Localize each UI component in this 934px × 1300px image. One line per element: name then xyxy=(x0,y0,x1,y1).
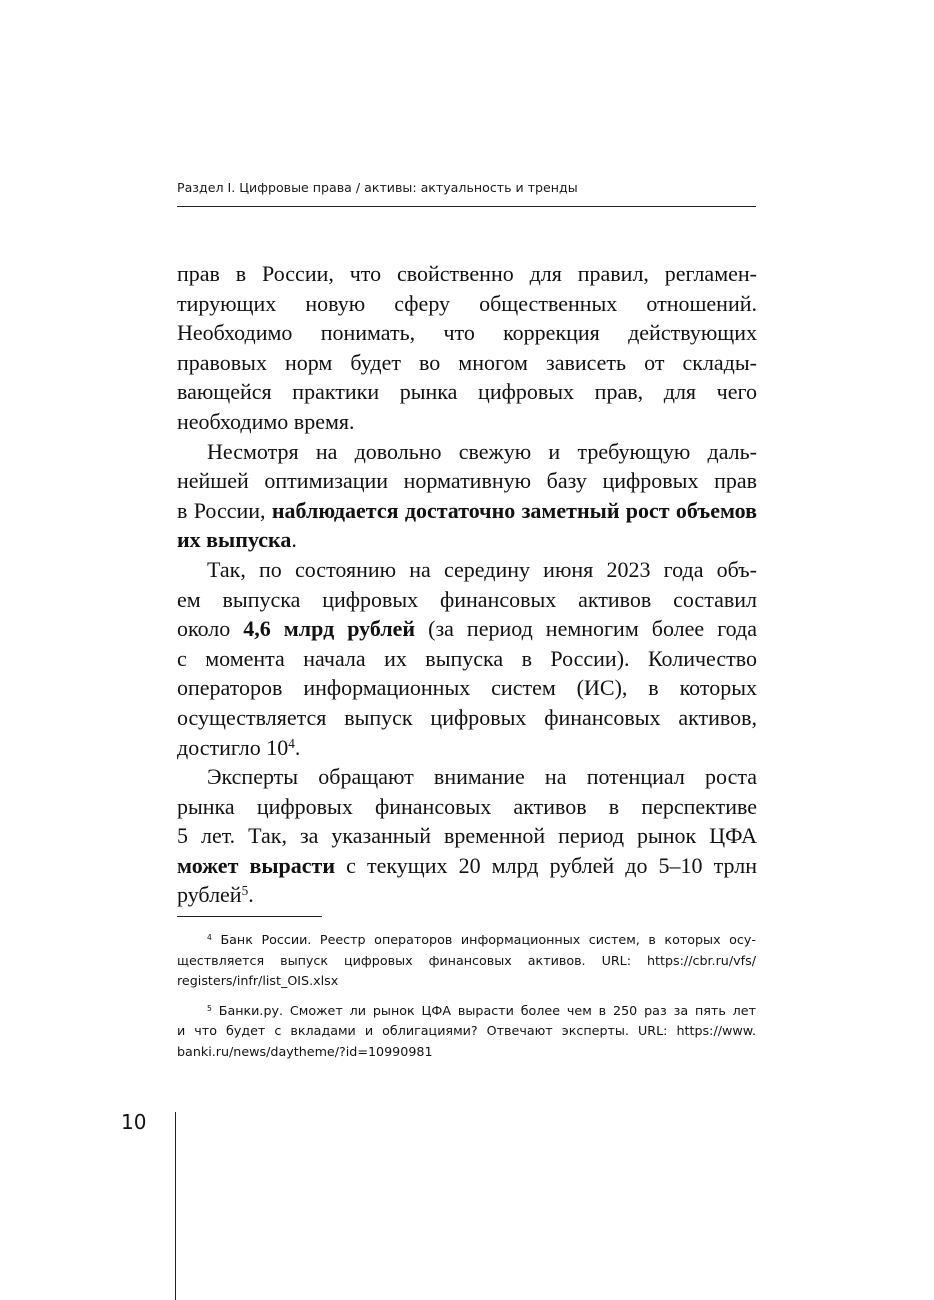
text-line: рынка цифровых финансовых активов в перспективе xyxy=(177,793,757,819)
text-line: Несмотря на довольно свежую и требующую даль- xyxy=(207,438,757,464)
running-head-rule xyxy=(177,206,756,207)
footnote-text: ществляется выпуск цифровых финансовых активов. URL: https://cbr.ru/vfs/ xyxy=(177,952,756,968)
emphasis-text: может вырасти xyxy=(177,852,336,878)
text-line: с момента начала их выпуска в России). Количество xyxy=(177,645,757,671)
footnote-line xyxy=(177,1021,756,1042)
footnote-ref[interactable]: 5 xyxy=(241,883,249,899)
emphasis-text: 4,6 млрд рублей xyxy=(243,616,416,642)
paragraph xyxy=(177,762,757,910)
text-run: рублей xyxy=(177,882,242,908)
margin-rule xyxy=(175,1112,176,1300)
text-line: Так, по состоянию на середину июня 2023 года объ- xyxy=(207,556,757,582)
emphasis-text: их выпуска xyxy=(177,527,292,553)
emphasis-text: наблюдается достаточно заметный рост объемов xyxy=(271,497,757,523)
text-line: ем выпуска цифровых финансовых активов составил xyxy=(177,586,757,612)
text-run: . xyxy=(294,734,301,760)
paragraph xyxy=(177,259,757,437)
footnote-line xyxy=(177,1001,756,1022)
footnote-line xyxy=(177,1042,756,1063)
text-line: вающейся практики рынка цифровых прав, для чего xyxy=(177,379,757,405)
text-run: (за период немногим более года xyxy=(415,616,757,642)
paragraph xyxy=(177,437,757,555)
footnote-line xyxy=(177,930,756,951)
text-line xyxy=(177,733,757,763)
text-line: правовых норм будет во многом зависеть от склады- xyxy=(177,349,757,375)
footnotes xyxy=(177,930,756,1071)
text-run: . xyxy=(291,527,297,553)
text-run: . xyxy=(248,882,254,908)
footnote-line xyxy=(177,951,756,972)
text-line: 5 лет. Так, за указанный временной период рынок ЦФА xyxy=(177,823,757,849)
footnote-ref[interactable]: 4 xyxy=(288,735,295,751)
text-run: около xyxy=(177,616,244,642)
footnote-text: registers/infr/list_OIS.xlsx xyxy=(177,973,339,988)
text-run: в России, xyxy=(177,497,272,523)
footnote-text: banki.ru/news/daytheme/?id=10990981 xyxy=(177,1043,433,1059)
page-number: 10 xyxy=(121,1110,147,1134)
text-line: нейшей оптимизации нормативную базу цифровых прав xyxy=(177,468,757,494)
footnote-4 xyxy=(177,930,756,992)
footnote-5 xyxy=(177,1001,756,1063)
text-line: Эксперты обращают внимание на потенциал роста xyxy=(207,764,757,790)
footnote-number: 5 xyxy=(207,1003,212,1013)
text-line: операторов информационных систем (ИС), в которых xyxy=(177,675,757,701)
text-line xyxy=(177,614,757,644)
text-line xyxy=(177,851,757,881)
footnote-text: Банк России. Реестр операторов информационных систем, в которых осу- xyxy=(220,932,756,947)
text-line xyxy=(177,496,757,526)
footnote-number: 4 xyxy=(207,932,212,942)
footnote-line xyxy=(177,971,756,992)
body-text xyxy=(177,259,757,910)
footnote-separator xyxy=(177,916,322,917)
text-line: необходимо время. xyxy=(177,408,355,434)
text-line: тирующих новую сферу общественных отношений. xyxy=(177,290,757,316)
text-line: осуществляется выпуск цифровых финансовых активов, xyxy=(177,704,757,730)
text-line xyxy=(177,525,757,555)
paragraph xyxy=(177,555,757,762)
text-line: прав в России, что свойственно для правил, регламен- xyxy=(177,261,757,286)
text-line: Необходимо понимать, что коррекция действующих xyxy=(177,320,757,346)
footnote-text: и что будет с вкладами и облигациями? Отвечают эксперты. URL: https://www. xyxy=(177,1023,756,1038)
text-line xyxy=(177,880,757,910)
text-run: с текущих 20 млрд рублей до 5–10 трлн xyxy=(335,852,757,878)
footnote-text: Банки.ру. Сможет ли рынок ЦФА вырасти более чем в 250 раз за пять лет xyxy=(218,1002,756,1018)
text-run: достигло 10 xyxy=(177,734,289,760)
running-head: Раздел I. Цифровые права / активы: актуальность и тренды xyxy=(177,180,578,195)
